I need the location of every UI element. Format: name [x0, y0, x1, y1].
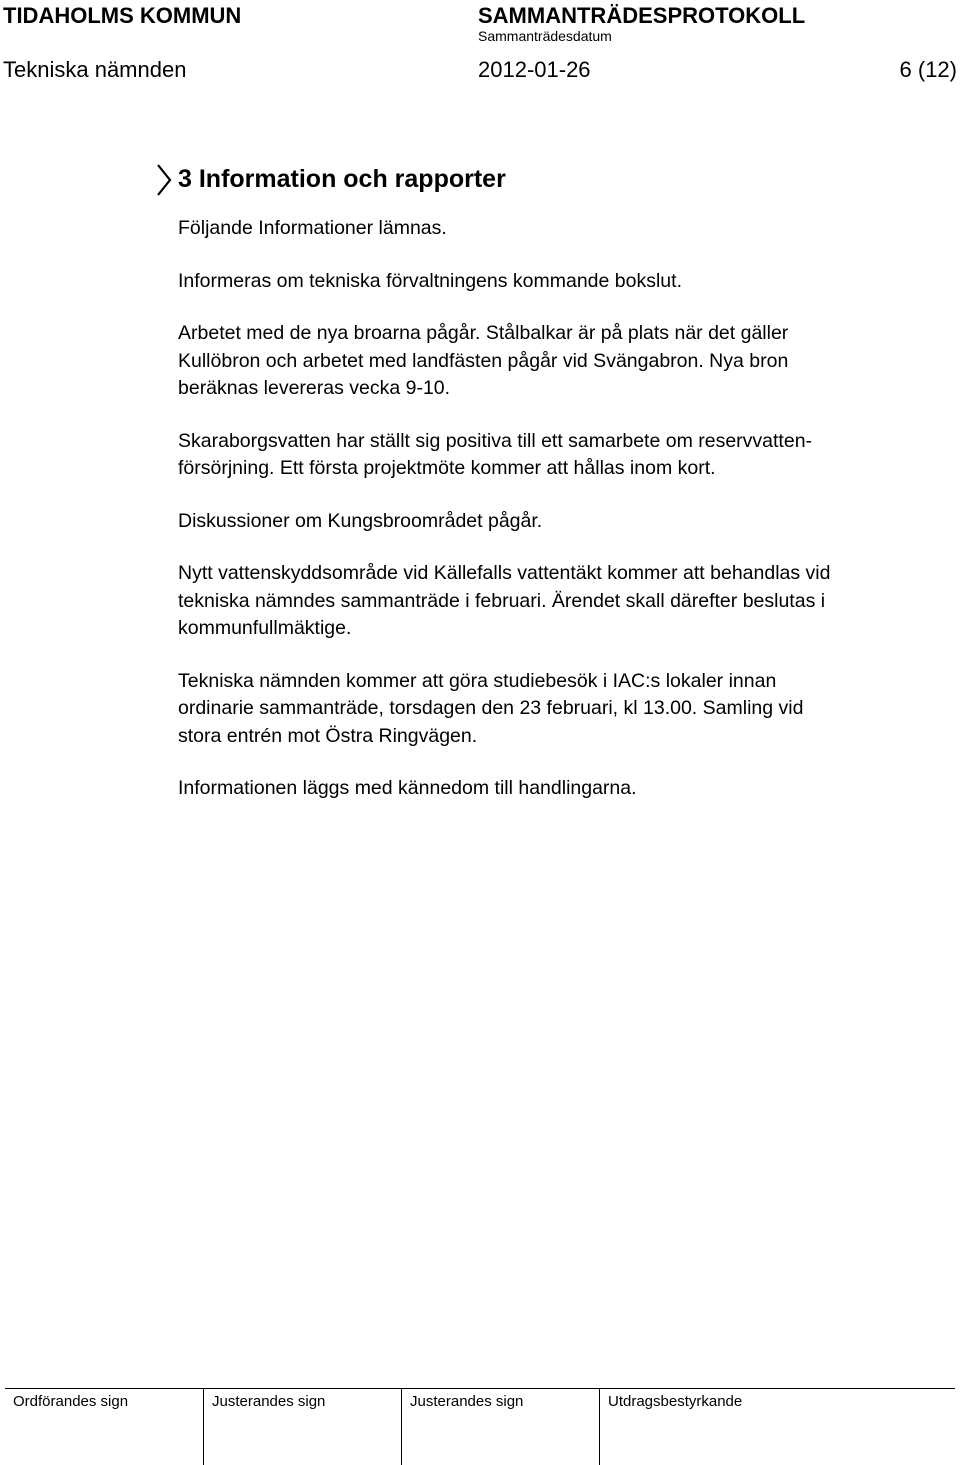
paragraph-line: Informeras om tekniska förvaltningens kommande bokslut.	[178, 269, 682, 292]
paragraph	[178, 560, 958, 643]
signature-table	[5, 1388, 955, 1465]
section-heading-row	[178, 161, 506, 197]
meeting-date: 2012-01-26	[478, 57, 591, 82]
paragraph	[178, 428, 958, 483]
signature-cell-extract-certification	[599, 1389, 955, 1465]
document-type: SAMMANTRÄDESPROTOKOLL	[478, 3, 806, 28]
paragraph-line: beräknas levereras vecka 9-10.	[178, 377, 451, 399]
signature-cell-chair	[5, 1389, 203, 1465]
date-label: Sammanträdesdatum	[478, 28, 612, 44]
section-marker-icon	[156, 163, 172, 197]
paragraph-line: Tekniska nämnden kommer att göra studiebesök i IAC:s lokaler innan	[178, 669, 777, 692]
signature-label: Justerandes sign	[410, 1393, 524, 1410]
paragraph-line: ordinarie sammanträde, torsdagen den 23 februari, kl 13.00. Samling vid	[178, 697, 804, 719]
paragraph-line: stora entrén mot Östra Ringvägen.	[178, 724, 478, 747]
paragraph-line: Följande Informationer lämnas.	[178, 217, 447, 239]
paragraph-line: Nytt vattenskyddsområde vid Källefalls vattentäkt kommer att behandlas vid	[178, 562, 831, 584]
signature-label: Utdragsbestyrkande	[608, 1393, 743, 1410]
paragraph	[178, 268, 958, 296]
paragraph-line: Arbetet med de nya broarna pågår. Stålbalkar är på plats när det gäller	[178, 322, 789, 344]
signature-label: Justerandes sign	[212, 1393, 326, 1410]
paragraph-line: kommunfullmäktige.	[178, 617, 352, 639]
paragraph	[178, 320, 958, 403]
paragraph-line: Kullöbron och arbetet med landfästen pågår vid Svängabron. Nya bron	[178, 349, 789, 372]
paragraph	[178, 668, 958, 751]
paragraph-line: tekniska nämndes sammanträde i februari. Ärendet skall därefter beslutas i	[178, 589, 826, 612]
paragraph-line: Diskussioner om Kungsbroområdet pågår.	[178, 509, 543, 532]
paragraph	[178, 508, 958, 536]
paragraph	[178, 215, 958, 243]
signature-cell-adjuster-2	[401, 1389, 599, 1465]
paragraph-line: försörjning. Ett första projektmöte kommer att hållas inom kort.	[178, 457, 716, 479]
paragraph	[178, 775, 958, 803]
signature-cell-adjuster-1	[203, 1389, 401, 1465]
paragraph-line: Informationen läggs med kännedom till handlingarna.	[178, 777, 637, 799]
section-body	[178, 215, 958, 828]
signature-label: Ordförandes sign	[13, 1393, 129, 1410]
page-number: 6 (12)	[899, 57, 957, 82]
section-heading: 3 Information och rapporter	[178, 165, 506, 193]
organization-name: TIDAHOLMS KOMMUN	[3, 3, 242, 28]
paragraph-line: Skaraborgsvatten har ställt sig positiva till ett samarbete om reservvatten-	[178, 429, 813, 452]
committee-name: Tekniska nämnden	[3, 57, 187, 82]
